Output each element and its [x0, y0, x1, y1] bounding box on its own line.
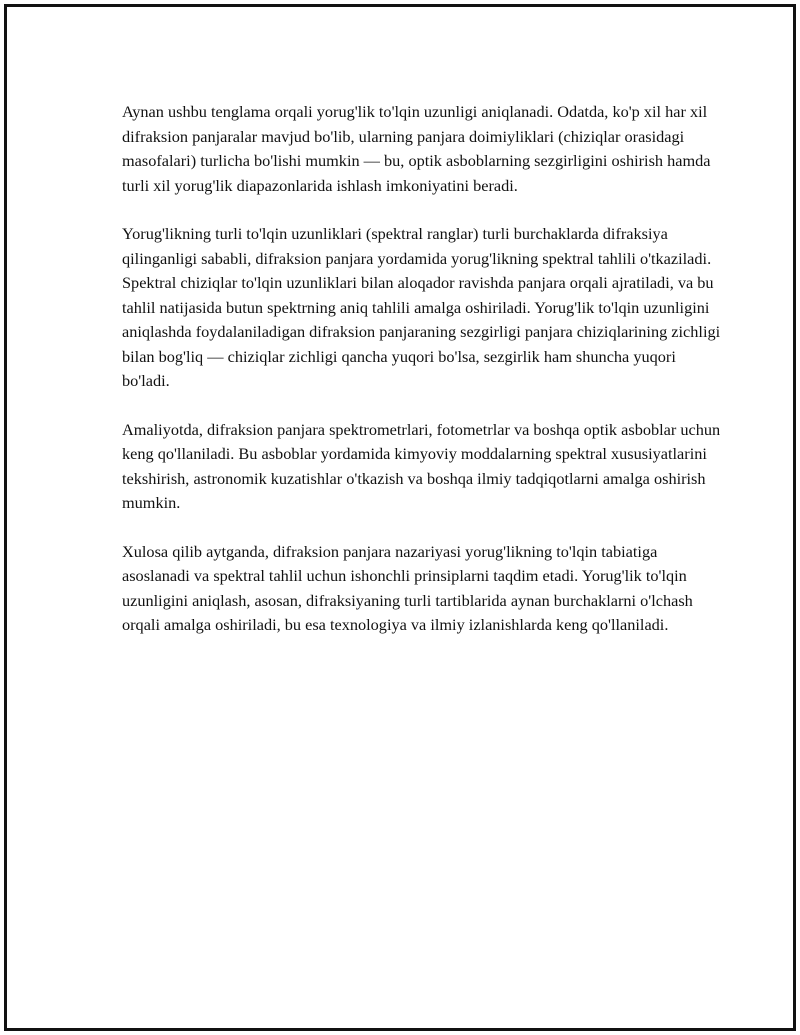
paragraph-2: Yorug'likning turli to'lqin uzunliklari (spektral ranglar) turli burchaklarda difraksiya qilinganligi sababli, difraksion panjara yordamida yorug'likning spektral tahlili o'tkaziladi. Spektral chiziqlar to'lqin uzunliklari bilan aloqador ravishda panjara orqali ajratiladi, va bu tahlil natijasida butun spektrning aniq tahlili amalga oshiriladi. Yorug'lik to'lqin uzunligini aniqlashda foydalaniladigan difraksion panjaraning sezgirligi panjara chiziqlarining zichligi bilan bog'liq — chiziqlar zichligi qancha yuqori bo'lsa, sezgirlik ham shuncha yuqori bo'ladi.	[122, 224, 721, 390]
paragraph-3: Amaliyotda, difraksion panjara spektrometrlari, fotometrlar va boshqa optik asboblar uchun keng qo'llaniladi. Bu asboblar yordamida kimyoviy moddalarning spektral xususiyatlarini tekshirish, astronomik kuzatishlar o'tkazish va boshqa ilmiy tadqiqotlarni amalga oshirish mumkin.	[122, 419, 721, 512]
document-body	[122, 100, 722, 662]
paragraph-4: Xulosa qilib aytganda, difraksion panjara nazariyasi yorug'likning to'lqin tabiatiga asoslanadi va spektral tahlil uchun ishonchli prinsiplarni taqdim etadi. Yorug'lik to'lqin uzunligini aniqlash, asosan, difraksiyaning turli tartiblarida aynan burchaklarni o'lchash orqali amalga oshiriladi, bu esa texnologiya va ilmiy izlanishlarda keng qo'llaniladi.	[122, 541, 693, 634]
paragraph-1: Aynan ushbu tenglama orqali yorug'lik to'lqin uzunligi aniqlanadi. Odatda, ko'p xil har xil difraksion panjaralar mavjud bo'lib, ularning panjara doimiyliklari (chiziqlar orasidagi masofalari) turlicha bo'lishi mumkin — bu, optik asboblarning sezgirligini oshirish hamda turli xil yorug'lik diapazonlarida ishlash imkoniyatini beradi.	[122, 102, 711, 195]
page-frame	[4, 4, 796, 1031]
